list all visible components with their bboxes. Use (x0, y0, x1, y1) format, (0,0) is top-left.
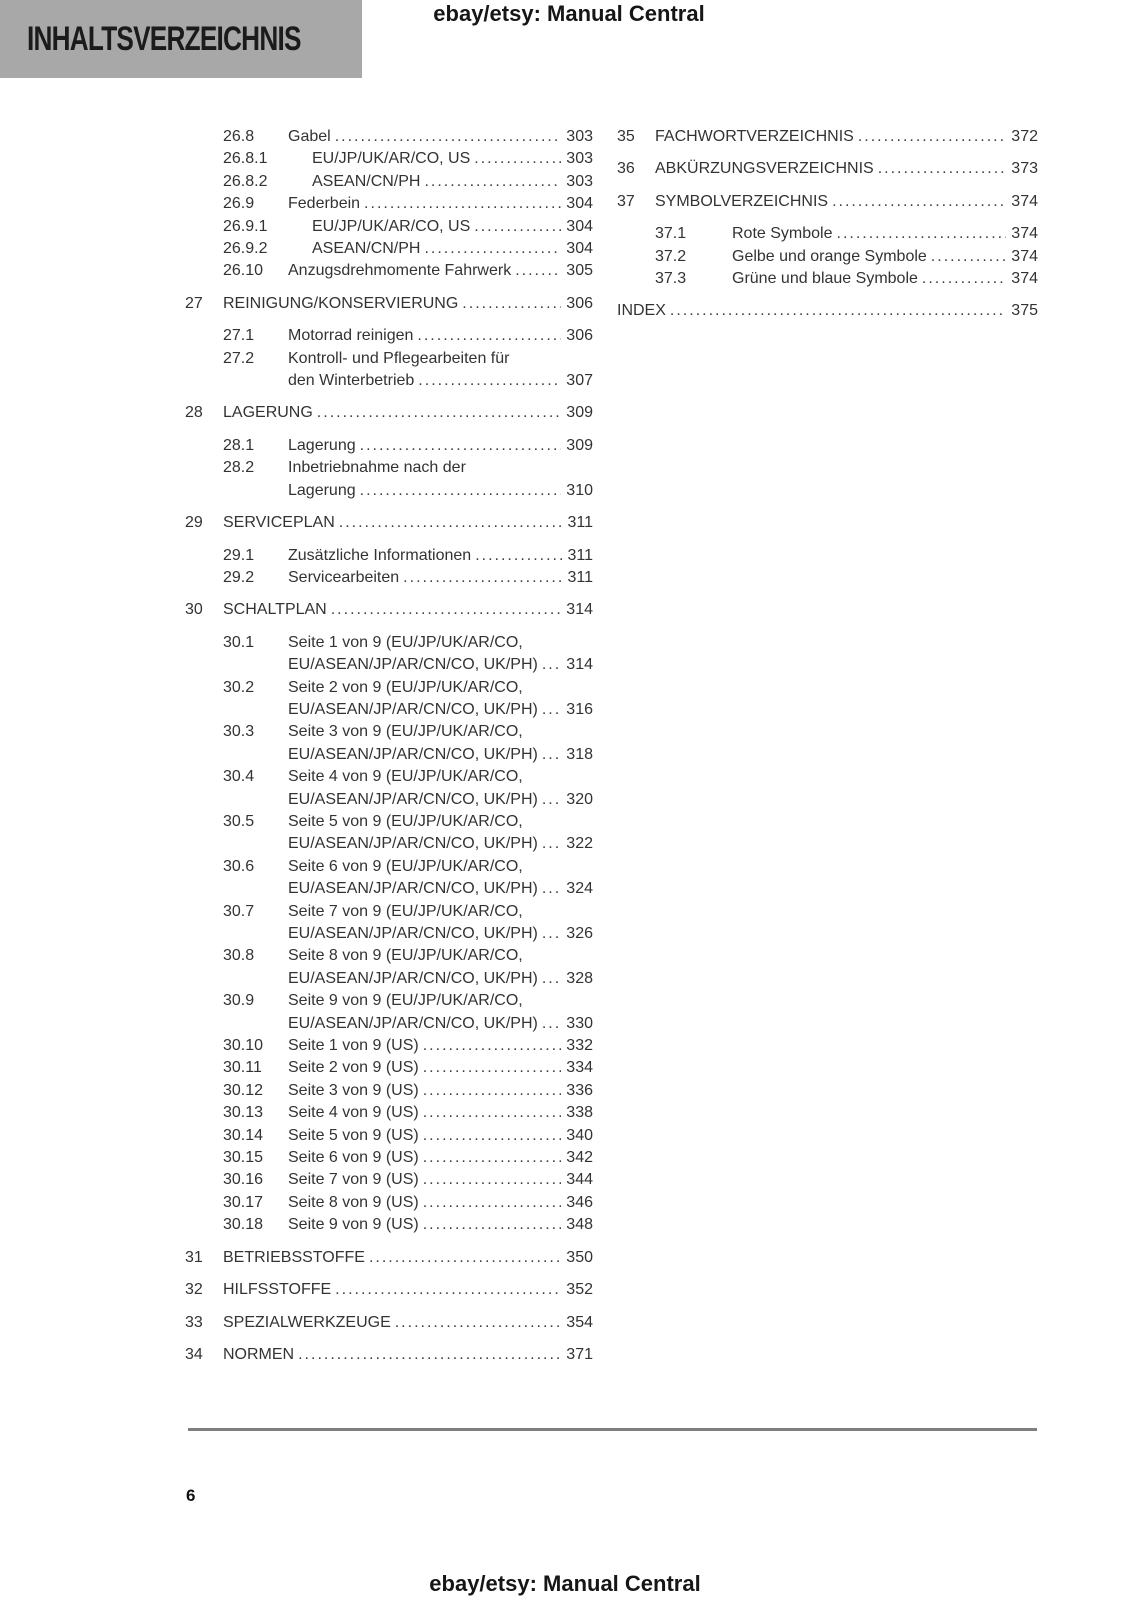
toc-entry-number: 30.10 (223, 1037, 264, 1055)
toc-entry-body (288, 721, 593, 766)
toc-entry-number: 26.10 (223, 262, 264, 280)
toc-entry-body (288, 1169, 593, 1191)
dot-leader (317, 402, 562, 424)
toc-entry-line: EU/ASEAN/JP/AR/CN/CO, UK/PH) (288, 790, 538, 808)
dot-leader (474, 216, 561, 238)
running-footer-text: ebay/etsy: Manual Central (429, 1571, 701, 1596)
toc-entry-line: NORMEN (223, 1345, 295, 1363)
toc-entry-number: 30.1 (223, 633, 255, 651)
toc-entry (185, 1214, 593, 1236)
toc-entry-body (288, 545, 593, 567)
toc-entry (185, 945, 593, 990)
toc-entry-page: 309 (566, 436, 593, 454)
toc-entry-page: 346 (566, 1193, 593, 1211)
toc-entry-page: 340 (566, 1126, 593, 1144)
toc-entry-line: Seite 1 von 9 (EU/JP/UK/AR/CO, (288, 633, 523, 651)
toc-entry (185, 1035, 593, 1057)
toc-entry (185, 766, 593, 811)
toc-entry-number: 29.2 (223, 568, 255, 586)
toc-entry-line: Zusätzliche Informationen (288, 546, 472, 564)
dot-leader (423, 1125, 562, 1147)
footer-rule (188, 1428, 1037, 1431)
toc-entry-line: den Winterbetrieb (288, 372, 415, 390)
toc-entry-number: 32 (185, 1281, 203, 1299)
toc-entry-line: EU/JP/UK/AR/CO, US (312, 150, 471, 168)
toc-entry-page: 354 (566, 1313, 593, 1331)
toc-entry-body (312, 148, 593, 170)
toc-entry (185, 216, 593, 238)
toc-entry-line: Seite 7 von 9 (US) (288, 1171, 419, 1189)
toc-entry (185, 990, 593, 1035)
toc-entry-line: ASEAN/CN/PH (312, 172, 421, 190)
toc-entry-number: 27.2 (223, 349, 255, 367)
dot-leader (475, 545, 562, 567)
toc-entry-line: Seite 6 von 9 (EU/JP/UK/AR/CO, (288, 857, 523, 875)
toc-entry-line: INDEX (617, 302, 666, 320)
toc-entry-page: 374 (1011, 192, 1038, 210)
toc-entry-number: 30.12 (223, 1081, 264, 1099)
toc-entry-body (288, 193, 593, 215)
toc-entry-line: Kontroll- und Pflegearbeiten für (288, 349, 510, 367)
toc-entry-body (223, 1344, 593, 1366)
dot-leader (403, 567, 562, 589)
toc-entry-number: 36 (617, 160, 635, 178)
toc-entry-line: Gelbe und orange Symbole (732, 247, 927, 265)
toc-entry-number: 37.2 (655, 247, 687, 265)
toc-entry-body (288, 1125, 593, 1147)
toc-entry-page: 307 (566, 372, 593, 390)
toc-entry-line: Lagerung (288, 481, 356, 499)
toc-entry (617, 300, 1038, 322)
toc-entry (185, 1247, 593, 1269)
toc-entry-number: 30.9 (223, 992, 255, 1010)
toc-entry-line: Federbein (288, 195, 361, 213)
toc-entry-line: Gabel (288, 128, 331, 145)
toc-entry (185, 325, 593, 347)
toc-entry-page: 334 (566, 1059, 593, 1077)
toc-entry-line: Servicearbeiten (288, 568, 400, 586)
toc-entry-page: 375 (1011, 302, 1038, 320)
toc-entry-page: 342 (566, 1149, 593, 1167)
toc-entry-number: 30.11 (223, 1059, 262, 1077)
toc-entry-page: 374 (1011, 247, 1038, 265)
toc-entry-body (223, 402, 593, 424)
dot-leader (837, 223, 1007, 245)
dot-leader (335, 1279, 561, 1301)
toc-entry-page: 311 (567, 568, 593, 586)
toc-entry-page: 373 (1011, 160, 1038, 178)
toc-entry-body (223, 599, 593, 621)
toc-entry-line: EU/ASEAN/JP/AR/CN/CO, UK/PH) (288, 880, 538, 898)
toc-entry (185, 193, 593, 215)
toc-entry-page: 348 (566, 1216, 593, 1234)
dot-leader (423, 1080, 562, 1102)
toc-entry-page: 310 (566, 481, 593, 499)
section-title-box (0, 0, 362, 78)
toc-entry-number: 28 (185, 404, 203, 422)
toc-entry-page: 306 (566, 327, 593, 345)
toc-entry (185, 1080, 593, 1102)
toc-entry-number: 26.9 (223, 195, 255, 213)
toc-entry-body (288, 260, 593, 282)
toc-entry-number: 37.3 (655, 270, 687, 288)
dot-leader (462, 293, 561, 315)
toc-entry-body (288, 435, 593, 457)
toc-entry (185, 148, 593, 170)
toc-entry (185, 1147, 593, 1169)
dot-leader (369, 1247, 561, 1269)
toc-entry-line: SYMBOLVERZEICHNIS (655, 192, 829, 210)
toc-entry-line: BETRIEBSSTOFFE (223, 1248, 365, 1266)
toc-entry-page: 352 (566, 1281, 593, 1299)
toc-entry (617, 246, 1038, 268)
toc-entry-line: EU/ASEAN/JP/AR/CN/CO, UK/PH) (288, 835, 538, 853)
toc-entry-number: 26.9.2 (223, 240, 268, 258)
dot-leader (423, 1035, 562, 1057)
toc-entry-page: 320 (566, 790, 593, 808)
toc-entry-number: 28.1 (223, 436, 255, 454)
toc-entry-line: SPEZIALWERKZEUGE (223, 1313, 391, 1331)
dot-leader (474, 148, 561, 170)
toc-entry-number: 30.18 (223, 1216, 264, 1234)
toc-entry-body (288, 856, 593, 901)
toc-entry-page: 324 (566, 880, 593, 898)
toc-entry-line: Lagerung (288, 436, 356, 454)
toc-entry-page: 314 (566, 656, 593, 674)
dot-leader (423, 1057, 562, 1079)
toc-entry-number: 30.8 (223, 947, 255, 965)
toc-entry-page: 304 (566, 195, 593, 213)
toc-entry-line: Motorrad reinigen (288, 327, 414, 345)
toc-entry (185, 1279, 593, 1301)
running-header-text: ebay/etsy: Manual Central (433, 1, 705, 26)
toc-entry (185, 721, 593, 766)
toc-entry-number: 27 (185, 294, 203, 312)
toc-entry-page: 372 (1011, 128, 1038, 145)
toc-entry-number: 35 (617, 128, 635, 145)
toc-entry-page: 330 (566, 1014, 593, 1032)
toc-entry-body (223, 1312, 593, 1334)
toc-entry-body (288, 457, 593, 502)
dot-leader (339, 512, 563, 534)
toc-entry-line: REINIGUNG/KONSERVIERUNG (223, 294, 459, 312)
dot-leader (931, 246, 1007, 268)
toc-entry-body (655, 191, 1038, 213)
toc-entry-number: 37 (617, 192, 635, 210)
toc-entry-body (617, 300, 1038, 322)
toc-entry-page: 304 (566, 240, 593, 258)
toc-entry (185, 856, 593, 901)
toc-entry (185, 435, 593, 457)
toc-entry-line: Seite 4 von 9 (US) (288, 1104, 419, 1122)
toc-entry-page: 374 (1011, 270, 1038, 288)
toc-entry (617, 268, 1038, 290)
toc-entry-line: EU/ASEAN/JP/AR/CN/CO, UK/PH) (288, 700, 538, 718)
toc-entry-line: Anzugsdrehmomente Fahrwerk (288, 262, 512, 280)
toc-entry-page: 305 (566, 262, 593, 280)
toc-entry-line: Seite 2 von 9 (EU/JP/UK/AR/CO, (288, 678, 523, 696)
toc-entry-line: HILFSSTOFFE (223, 1281, 332, 1299)
toc-entry-line: EU/ASEAN/JP/AR/CN/CO, UK/PH) (288, 745, 538, 763)
toc-entry-line: Seite 7 von 9 (EU/JP/UK/AR/CO, (288, 902, 523, 920)
toc-entry-number: 30 (185, 601, 203, 619)
toc-entry (185, 632, 593, 677)
toc-entry-line: Seite 2 von 9 (US) (288, 1059, 419, 1077)
toc-entry-line: Seite 3 von 9 (EU/JP/UK/AR/CO, (288, 723, 523, 741)
toc-entry-number: 26.8 (223, 128, 255, 145)
dot-leader (423, 1192, 562, 1214)
toc-entry-body (732, 268, 1038, 290)
toc-entry-page: 303 (566, 150, 593, 168)
toc-entry (185, 1344, 593, 1366)
toc-entry-page: 318 (566, 745, 593, 763)
toc-entry-number: 30.3 (223, 723, 255, 741)
dot-leader (360, 435, 562, 457)
toc-entry-page: 304 (566, 217, 593, 235)
toc-entry-page: 344 (566, 1171, 593, 1189)
dot-leader (542, 654, 561, 676)
toc-entry-body (288, 1214, 593, 1236)
toc-entry-page: 374 (1011, 225, 1038, 243)
toc-entry (185, 171, 593, 193)
toc-entry-line: Seite 4 von 9 (EU/JP/UK/AR/CO, (288, 768, 523, 786)
toc-entry-number: 27.1 (223, 327, 255, 345)
toc-entry-body (312, 171, 593, 193)
toc-entry (185, 599, 593, 621)
toc-entry-number: 34 (185, 1345, 203, 1363)
toc-entry-number: 30.7 (223, 902, 255, 920)
running-footer (0, 1570, 1130, 1598)
toc-entry (185, 1057, 593, 1079)
toc-entry-number: 30.13 (223, 1104, 264, 1122)
toc-entry-body (223, 293, 593, 315)
dot-leader (542, 789, 561, 811)
dot-leader (298, 1344, 561, 1366)
dot-leader (922, 268, 1006, 290)
toc-entry-number: 30.17 (223, 1193, 264, 1211)
toc-entry-line: Inbetriebnahme nach der (288, 459, 466, 477)
dot-leader (542, 923, 561, 945)
toc-entry-number: 30.14 (223, 1126, 264, 1144)
dot-leader (832, 191, 1006, 213)
toc-entry (617, 158, 1038, 180)
toc-entry-body (655, 126, 1038, 148)
dot-leader (395, 1312, 562, 1334)
toc-entry-page: 350 (566, 1248, 593, 1266)
toc-entry-page: 303 (566, 172, 593, 190)
dot-leader (423, 1102, 562, 1124)
toc-entry-line: Seite 1 von 9 (US) (288, 1037, 419, 1055)
toc-entry-page: 338 (566, 1104, 593, 1122)
toc-entry-page: 306 (566, 294, 593, 312)
toc-entry-page: 314 (566, 601, 593, 619)
toc-entry-page: 336 (566, 1081, 593, 1099)
toc-entry-body (223, 1279, 593, 1301)
toc-entry-page: 371 (566, 1345, 593, 1363)
toc-entry-body (288, 1035, 593, 1057)
toc-entry-body (288, 677, 593, 722)
toc-entry-page: 326 (566, 925, 593, 942)
toc-entry-body (288, 348, 593, 393)
toc-column-left (185, 126, 593, 1376)
toc-entry (185, 1169, 593, 1191)
toc-entry-number: 30.6 (223, 857, 255, 875)
toc-entry (185, 512, 593, 534)
toc-entry-line: EU/ASEAN/JP/AR/CN/CO, UK/PH) (288, 925, 538, 942)
toc-entry-number: 29 (185, 514, 203, 532)
toc-entry-line: EU/JP/UK/AR/CO, US (312, 217, 471, 235)
toc-entry (185, 260, 593, 282)
toc-entry-number: 37.1 (655, 225, 687, 243)
toc-entry (185, 238, 593, 260)
toc-entry (185, 126, 593, 148)
toc-entry-line: Seite 8 von 9 (EU/JP/UK/AR/CO, (288, 947, 523, 965)
dot-leader (542, 833, 561, 855)
toc-entry-number: 26.8.1 (223, 150, 268, 168)
toc-entry-body (312, 216, 593, 238)
toc-entry-line: Seite 6 von 9 (US) (288, 1149, 419, 1167)
toc-entry-body (288, 1192, 593, 1214)
toc-entry-body (288, 766, 593, 811)
toc-entry-body (288, 945, 593, 990)
toc-entry-page: 311 (567, 546, 593, 564)
toc-entry (185, 348, 593, 393)
toc-entry (617, 223, 1038, 245)
dot-leader (670, 300, 1006, 322)
dot-leader (424, 171, 561, 193)
dot-leader (542, 1013, 561, 1035)
toc-entry (185, 293, 593, 315)
dot-leader (515, 260, 561, 282)
toc-entry-number: 26.8.2 (223, 172, 268, 190)
toc-column-right (617, 126, 1038, 333)
toc-entry-number: 33 (185, 1313, 203, 1331)
dot-leader (331, 599, 562, 621)
dot-leader (542, 744, 561, 766)
dot-leader (335, 126, 562, 148)
page-number: 6 (186, 1486, 196, 1505)
toc-entry-body (288, 632, 593, 677)
toc-entry-body (732, 223, 1038, 245)
dot-leader (542, 878, 561, 900)
toc-entry-page: 309 (566, 404, 593, 422)
toc-entry-line: Seite 8 von 9 (US) (288, 1193, 419, 1211)
toc-entry-line: Grüne und blaue Symbole (732, 270, 918, 288)
dot-leader (858, 126, 1006, 148)
dot-leader (360, 480, 562, 502)
toc-entry (185, 1102, 593, 1124)
toc-entry (185, 901, 593, 946)
toc-entry-line: EU/ASEAN/JP/AR/CN/CO, UK/PH) (288, 969, 538, 987)
toc-entry-line: Seite 3 von 9 (US) (288, 1081, 419, 1099)
toc-entry (185, 1192, 593, 1214)
toc-entry-body (288, 1057, 593, 1079)
toc-entry-line: Seite 9 von 9 (US) (288, 1216, 419, 1234)
toc-entry (185, 1125, 593, 1147)
toc-entry-line: FACHWORTVERZEICHNIS (655, 128, 854, 145)
toc-entry-number: 26.9.1 (223, 217, 268, 235)
toc-entry (185, 1312, 593, 1334)
toc-entry-number: 31 (185, 1248, 203, 1266)
toc-entry-body (223, 1247, 593, 1269)
toc-entry (617, 126, 1038, 148)
toc-entry-body (288, 126, 593, 148)
toc-entry-number: 28.2 (223, 459, 255, 477)
toc-entry (185, 567, 593, 589)
toc-entry-body (655, 158, 1038, 180)
dot-leader (423, 1214, 562, 1236)
toc-entry-body (223, 512, 593, 534)
toc-entry-body (288, 1102, 593, 1124)
toc-entry-line: Seite 9 von 9 (EU/JP/UK/AR/CO, (288, 992, 523, 1010)
toc-entry-line: SERVICEPLAN (223, 514, 335, 532)
toc-entry-page: 316 (566, 700, 593, 718)
toc-entry-number: 30.4 (223, 768, 255, 786)
dot-leader (423, 1147, 562, 1169)
toc-entry-page: 328 (566, 969, 593, 987)
toc-entry-line: Rote Symbole (732, 225, 833, 243)
dot-leader (424, 238, 561, 260)
toc-entry-number: 30.2 (223, 678, 255, 696)
toc-entry-line: ABKÜRZUNGSVERZEICHNIS (655, 160, 874, 178)
toc-entry-line: ASEAN/CN/PH (312, 240, 421, 258)
toc-entry-number: 30.16 (223, 1171, 264, 1189)
dot-leader (418, 370, 561, 392)
dot-leader (423, 1169, 562, 1191)
toc-entry-line: SCHALTPLAN (223, 601, 327, 619)
toc-entry-body (288, 990, 593, 1035)
toc-entry-page: 322 (566, 835, 593, 853)
dot-leader (878, 158, 1007, 180)
toc-entry-body (288, 567, 593, 589)
toc-entry-line: LAGERUNG (223, 404, 313, 422)
toc-entry-body (732, 246, 1038, 268)
dot-leader (364, 193, 561, 215)
toc-entry-line: Seite 5 von 9 (US) (288, 1126, 419, 1144)
toc-entry-body (288, 811, 593, 856)
toc-entry-body (312, 238, 593, 260)
toc-entry (617, 191, 1038, 213)
dot-leader (542, 699, 561, 721)
toc-entry-body (288, 325, 593, 347)
toc-entry-page: 311 (567, 514, 593, 532)
toc-entry-body (288, 1080, 593, 1102)
toc-entry (185, 402, 593, 424)
dot-leader (417, 325, 561, 347)
toc-entry-line: Seite 5 von 9 (EU/JP/UK/AR/CO, (288, 812, 523, 830)
toc-entry-page: 332 (566, 1037, 593, 1055)
toc-entry (185, 545, 593, 567)
toc-entry-body (288, 1147, 593, 1169)
dot-leader (542, 968, 561, 990)
toc-entry-number: 30.15 (223, 1149, 264, 1167)
toc-entry-number: 30.5 (223, 812, 255, 830)
toc-entry (185, 457, 593, 502)
section-title: INHALTSVERZEICHNIS (27, 19, 301, 58)
toc-entry-page: 303 (566, 128, 593, 145)
toc-entry (185, 677, 593, 722)
toc-entry-line: EU/ASEAN/JP/AR/CN/CO, UK/PH) (288, 1014, 538, 1032)
toc-entry-number: 29.1 (223, 546, 255, 564)
toc-entry-body (288, 901, 593, 946)
toc-entry (185, 811, 593, 856)
toc-entry-line: EU/ASEAN/JP/AR/CN/CO, UK/PH) (288, 656, 538, 674)
